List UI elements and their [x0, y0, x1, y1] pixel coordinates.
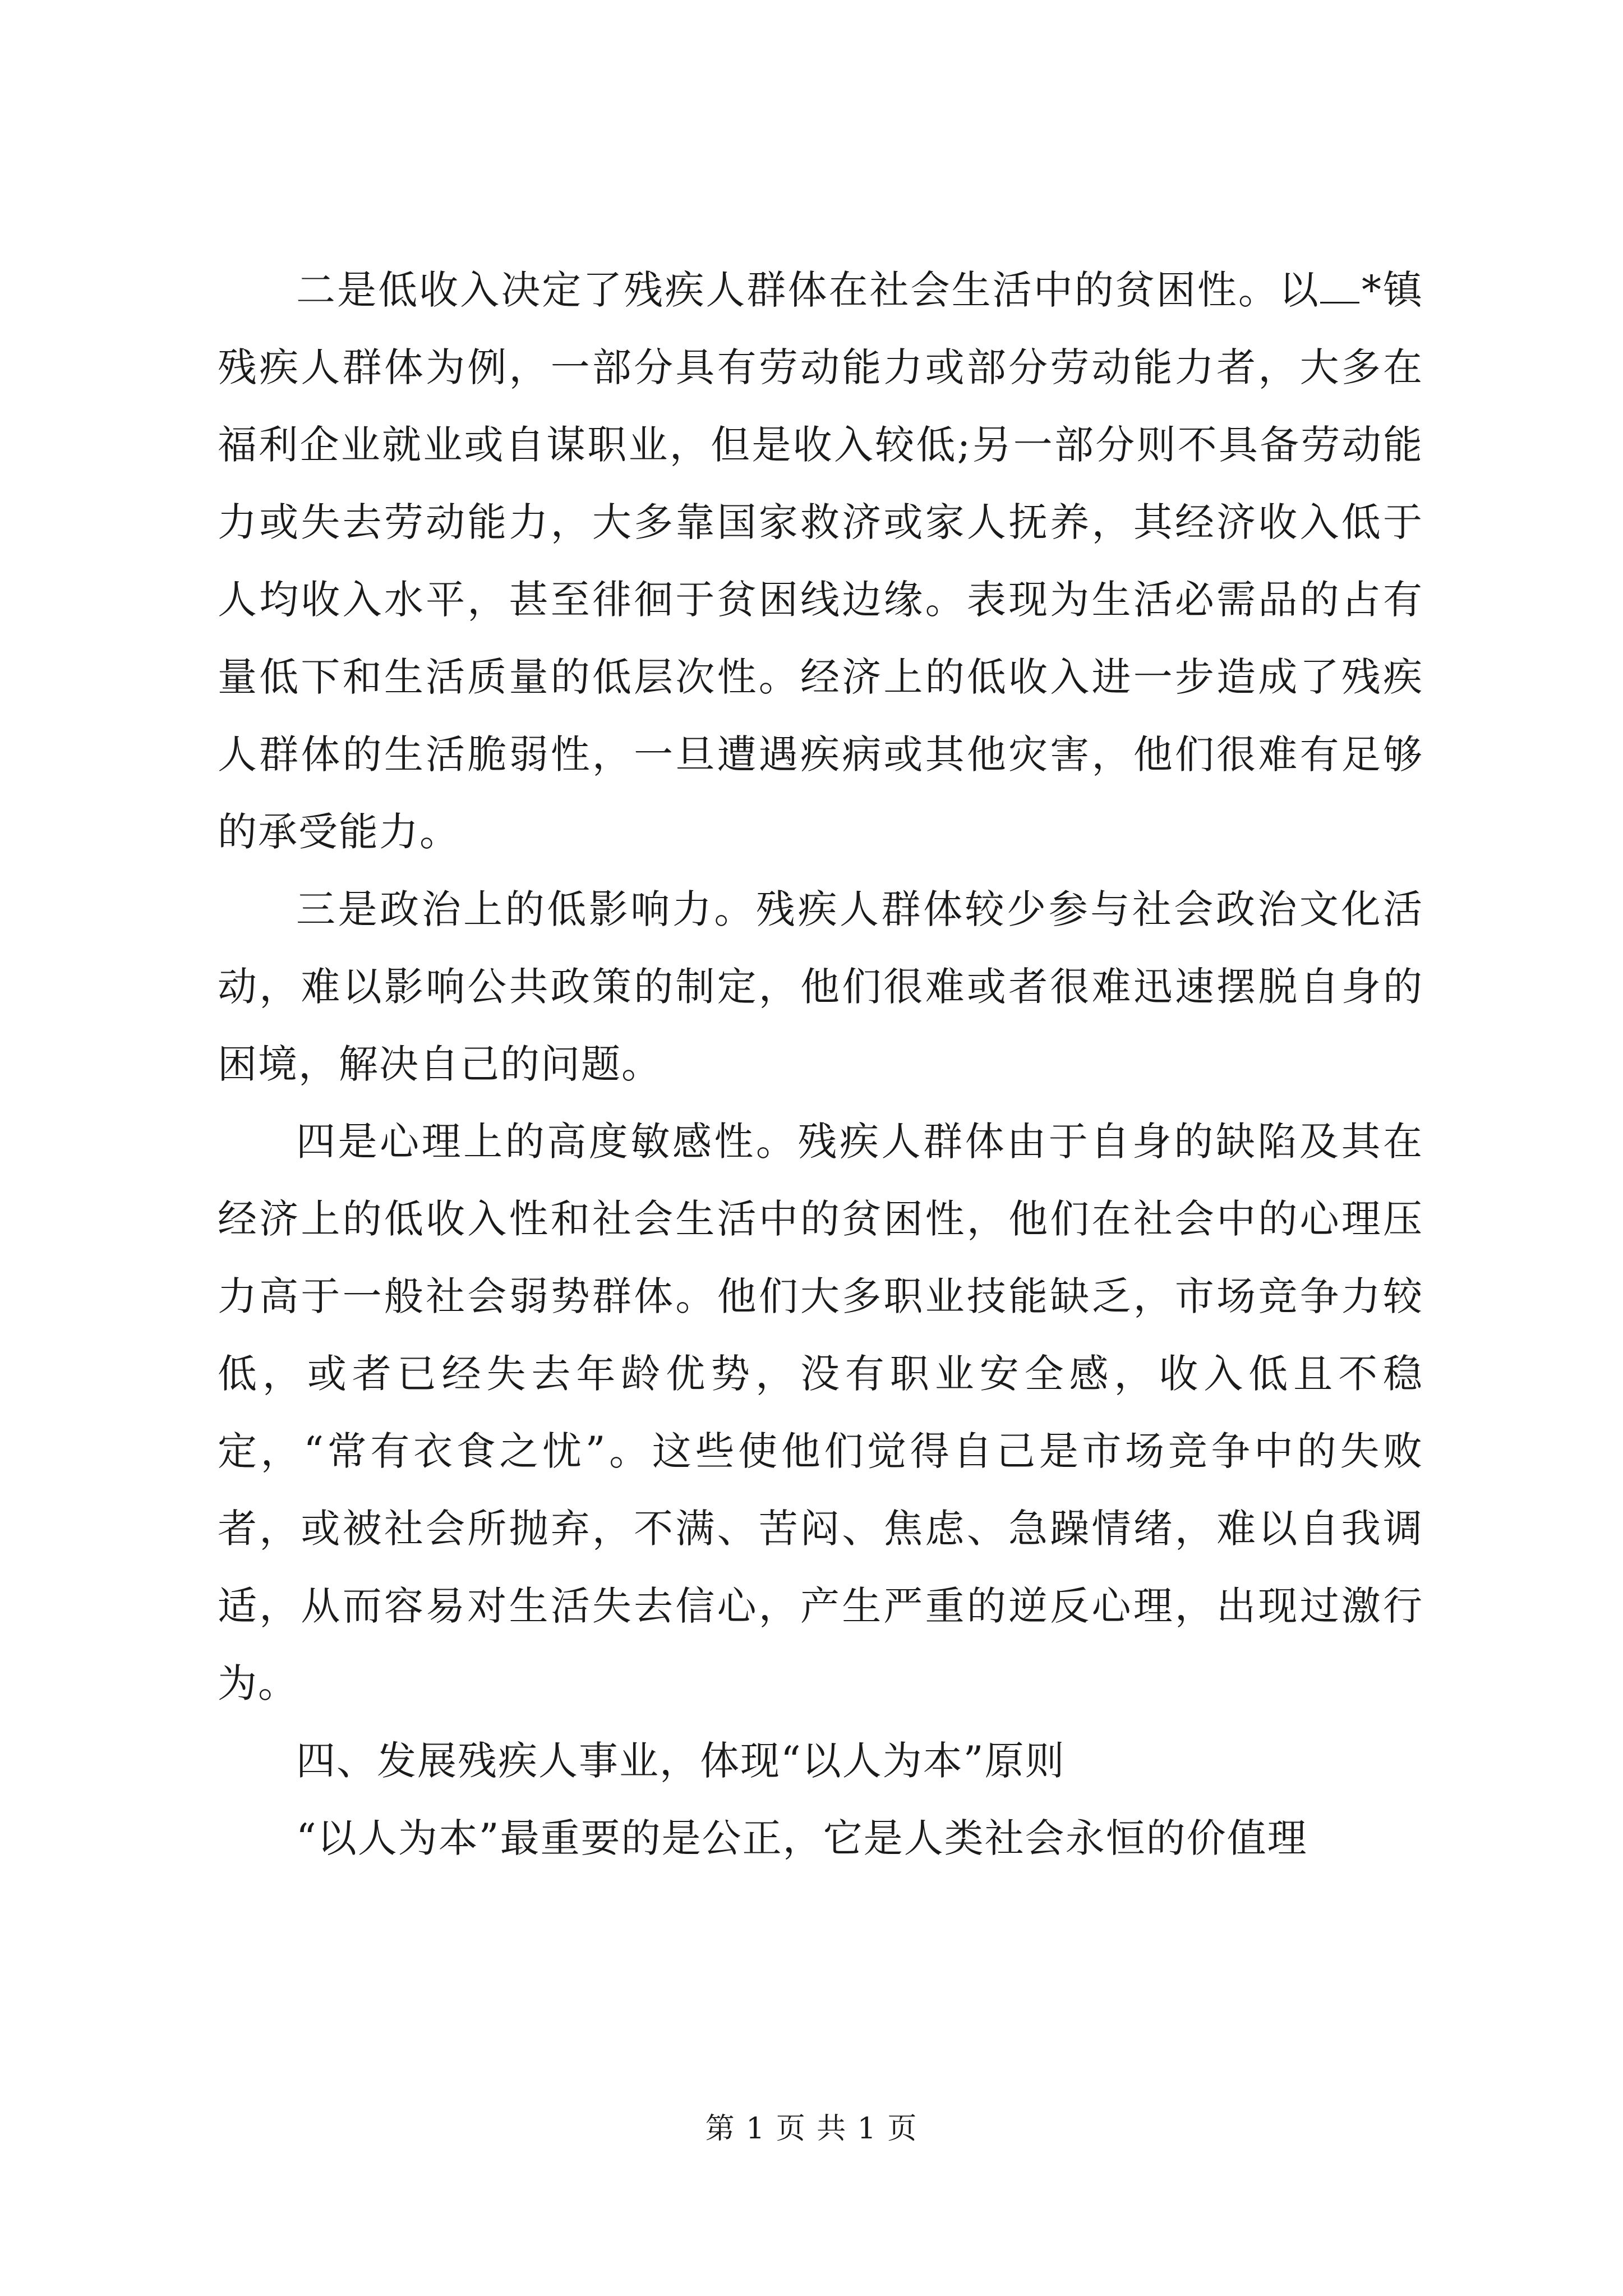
blank-underline [1320, 263, 1359, 303]
section-heading: 四、发展残疾人事业，体现“以人为本”原则 [296, 1738, 1066, 1784]
paragraph-people-oriented: “以人为本”最重要的是公正，它是人类社会永恒的价值理 [296, 1815, 1308, 1861]
page-footer: 第 1 页 共 1 页 [705, 2112, 918, 2146]
paragraph-text: 二是低收入决定了残疾人群体在社会生活中的贫困性。以 [296, 267, 1320, 313]
document-body [218, 251, 1423, 1877]
paragraph-text-continued: *镇残疾人群体为例，一部分具有劳动能力或部分劳动能力者，大多在福利企业就业或自谋职业，但是收入较低;另一部分则不具备劳动能力或失去劳动能力，大多靠国家救济或家人抚养，其经济收入低于人均收入水平，甚至徘徊于贫困线边缘。表现为生活必需品的占有量低下和生活质量的低层次性。经济上的低收入进一步造成了残疾人群体的生活脆弱性，一旦遭遇疾病或其他灾害，他们很难有足够的承受能力。 [218, 267, 1424, 855]
paragraph-political-influence: 三是政治上的低影响力。残疾人群体较少参与社会政治文化活动，难以影响公共政策的制定，他们很难或者很难迅速摆脱自身的困境，解决自己的问题。 [218, 886, 1423, 1087]
paragraph-psychological-sensitivity: 四是心理上的高度敏感性。残疾人群体由于自身的缺陷及其在经济上的低收入性和社会生活中的贫困性，他们在社会中的心理压力高于一般社会弱势群体。他们大多职业技能缺乏，市场竞争力较低，或者已经失去年龄优势，没有职业安全感，收入低且不稳定，“常有衣食之忧”。这些使他们觉得自己是市场竞争中的失败者，或被社会所抛弃，不满、苦闷、焦虑、急躁情绪，难以自我调适，从而容易对生活失去信心，产生严重的逆反心理，出现过激行为。 [218, 1119, 1423, 1706]
paragraph-low-income [218, 251, 1423, 871]
